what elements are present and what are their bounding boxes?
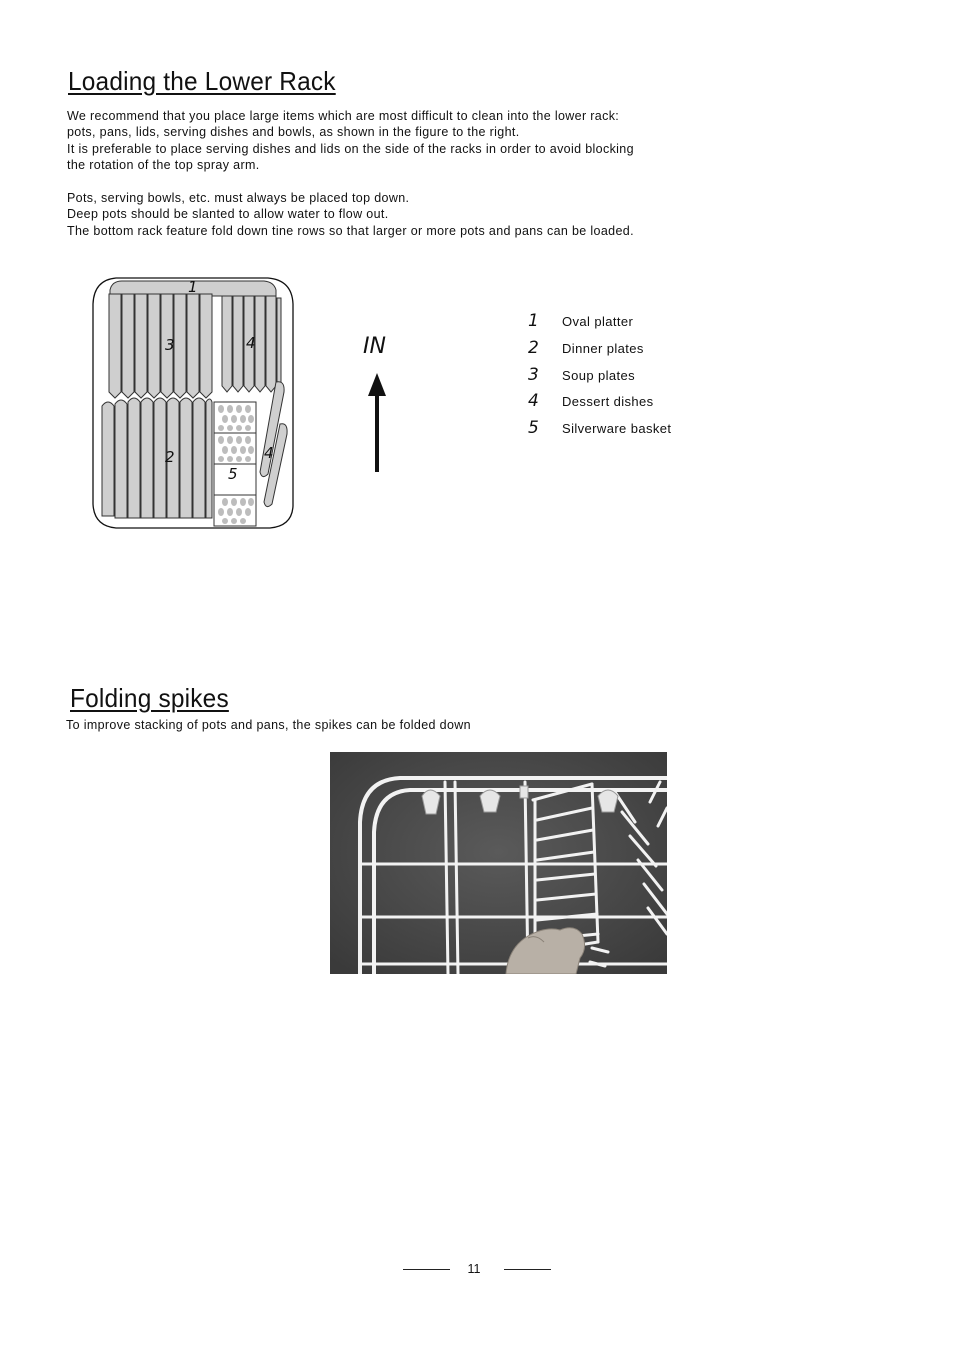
text-line: Deep pots should be slanted to allow water to flow out. bbox=[67, 207, 389, 222]
arrow-up-icon bbox=[366, 372, 388, 474]
diagram-label-3: 3 bbox=[165, 336, 175, 354]
legend-item bbox=[528, 362, 635, 388]
section-title-folding-spikes: Folding spikes bbox=[70, 683, 229, 713]
diagram-legend bbox=[528, 308, 728, 448]
page-number: 11 bbox=[467, 1262, 481, 1276]
legend-item bbox=[528, 388, 654, 414]
text-line: Pots, serving bowls, etc. must always be placed top down. bbox=[67, 191, 410, 205]
diagram-label-4: 4 bbox=[246, 334, 256, 352]
diagram-label-5: 5 bbox=[228, 465, 238, 483]
footer-rule-right bbox=[504, 1269, 551, 1270]
legend-label: Dessert dishes bbox=[562, 393, 654, 409]
text-line: pots, pans, lids, serving dishes and bowls, as shown in the figure to the right. bbox=[67, 125, 520, 140]
legend-number: 4 bbox=[528, 391, 539, 411]
diagram-label-4b: 4 bbox=[264, 444, 274, 462]
lower-rack-diagram bbox=[88, 274, 298, 534]
legend-item bbox=[528, 308, 633, 334]
folding-spikes-text: To improve stacking of pots and pans, the spikes can be folded down bbox=[66, 718, 471, 732]
legend-number: 2 bbox=[528, 338, 539, 358]
legend-label: Silverware basket bbox=[562, 420, 672, 436]
instructions-paragraph bbox=[67, 190, 634, 239]
direction-label: IN bbox=[363, 334, 386, 359]
legend-number: 3 bbox=[528, 365, 539, 385]
intro-paragraph bbox=[67, 108, 634, 173]
text-line: the rotation of the top spray arm. bbox=[67, 157, 260, 172]
legend-label: Soup plates bbox=[562, 367, 636, 383]
legend-label: Dinner plates bbox=[562, 340, 644, 356]
footer-rule-left bbox=[403, 1269, 450, 1270]
section-title-loading-lower-rack: Loading the Lower Rack bbox=[68, 66, 336, 96]
legend-number: 5 bbox=[528, 418, 539, 438]
diagram-label-2: 2 bbox=[165, 448, 175, 466]
text-line: It is preferable to place serving dishes and lids on the side of the racks in order to avoid blocking bbox=[67, 141, 634, 156]
legend-item bbox=[528, 335, 644, 361]
legend-item bbox=[528, 415, 671, 441]
diagram-label-1: 1 bbox=[188, 278, 198, 296]
text-line: The bottom rack feature fold down tine rows so that larger or more pots and pans can be loaded. bbox=[67, 223, 634, 238]
folding-spikes-photo bbox=[330, 752, 667, 974]
legend-number: 1 bbox=[528, 311, 539, 331]
legend-label: Oval platter bbox=[562, 313, 634, 329]
text-line: We recommend that you place large items which are most difficult to clean into the lower rack: bbox=[67, 109, 620, 123]
